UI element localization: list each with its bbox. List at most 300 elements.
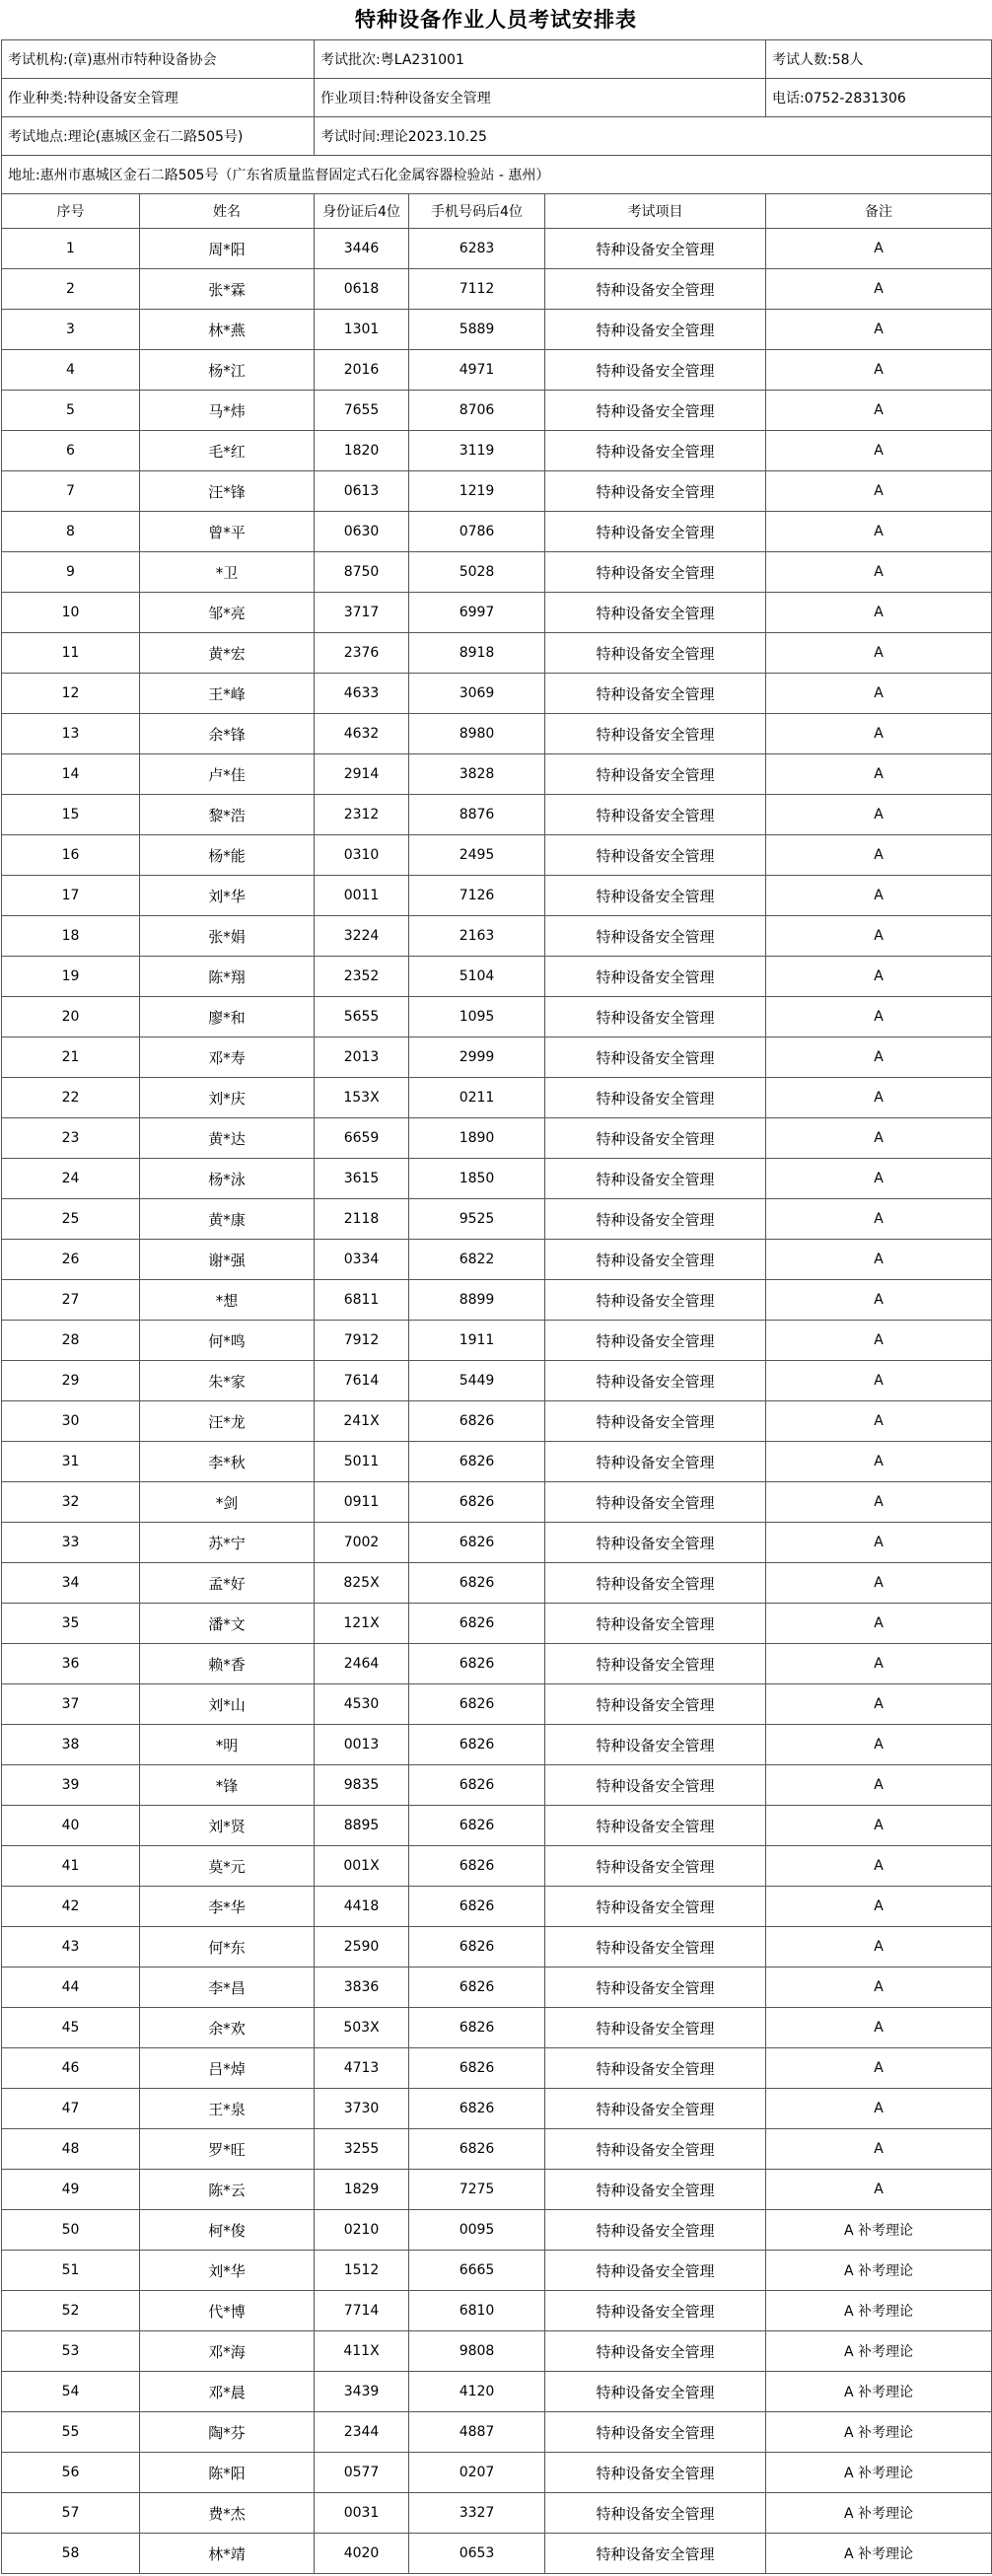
cell-seq: 58 xyxy=(2,2534,140,2574)
cell-phone-last4: 5889 xyxy=(409,310,545,350)
cell-id-last4: 0334 xyxy=(315,1240,409,1280)
cell-remark: A xyxy=(766,795,992,835)
cell-exam-item: 特种设备安全管理 xyxy=(545,1846,766,1887)
cell-remark: A xyxy=(766,674,992,714)
cell-id-last4: 5655 xyxy=(315,997,409,1038)
cell-exam-item: 特种设备安全管理 xyxy=(545,1927,766,1968)
cell-id-last4: 0911 xyxy=(315,1482,409,1523)
cell-exam-item: 特种设备安全管理 xyxy=(545,795,766,835)
cell-phone-last4: 0207 xyxy=(409,2453,545,2493)
cell-phone-last4: 4971 xyxy=(409,350,545,391)
cell-remark: A xyxy=(766,1442,992,1482)
cell-name: 谢*强 xyxy=(140,1240,315,1280)
cell-seq: 2 xyxy=(2,269,140,310)
cell-id-last4: 0031 xyxy=(315,2493,409,2534)
cell-id-last4: 241X xyxy=(315,1401,409,1442)
cell-seq: 9 xyxy=(2,552,140,593)
cell-id-last4: 5011 xyxy=(315,1442,409,1482)
cell-id-last4: 0577 xyxy=(315,2453,409,2493)
cell-exam-item: 特种设备安全管理 xyxy=(545,835,766,876)
cell-phone-last4: 3828 xyxy=(409,754,545,795)
cell-seq: 14 xyxy=(2,754,140,795)
cell-seq: 22 xyxy=(2,1078,140,1118)
table-row xyxy=(2,2291,992,2331)
cell-exam-item: 特种设备安全管理 xyxy=(545,1321,766,1361)
cell-phone-last4: 7112 xyxy=(409,269,545,310)
cell-phone-last4: 5104 xyxy=(409,957,545,997)
cell-name: 吕*焯 xyxy=(140,2048,315,2089)
cell-exam-item: 特种设备安全管理 xyxy=(545,916,766,957)
cell-remark: A 补考理论 xyxy=(766,2534,992,2574)
cell-phone-last4: 2999 xyxy=(409,1038,545,1078)
cell-exam-item: 特种设备安全管理 xyxy=(545,1684,766,1725)
cell-phone-last4: 6826 xyxy=(409,1927,545,1968)
cell-remark: A 补考理论 xyxy=(766,2453,992,2493)
table-row xyxy=(2,1118,992,1159)
cell-seq: 18 xyxy=(2,916,140,957)
cell-remark: A xyxy=(766,1159,992,1199)
cell-name: 廖*和 xyxy=(140,997,315,1038)
exam-time: 考试时间:理论2023.10.25 xyxy=(315,117,992,156)
cell-seq: 16 xyxy=(2,835,140,876)
cell-name: 杨*江 xyxy=(140,350,315,391)
cell-id-last4: 001X xyxy=(315,1846,409,1887)
cell-exam-item: 特种设备安全管理 xyxy=(545,593,766,633)
cell-remark: A xyxy=(766,957,992,997)
cell-remark: A xyxy=(766,1806,992,1846)
cell-phone-last4: 8980 xyxy=(409,714,545,754)
cell-seq: 3 xyxy=(2,310,140,350)
cell-phone-last4: 6826 xyxy=(409,2129,545,2170)
cell-id-last4: 1512 xyxy=(315,2251,409,2291)
header-id-last4: 身份证后4位 xyxy=(315,194,409,229)
table-row xyxy=(2,754,992,795)
cell-remark: A xyxy=(766,350,992,391)
info-row-3 xyxy=(2,117,992,156)
table-row xyxy=(2,391,992,431)
cell-exam-item: 特种设备安全管理 xyxy=(545,1442,766,1482)
table-row xyxy=(2,593,992,633)
cell-phone-last4: 6283 xyxy=(409,229,545,269)
cell-exam-item: 特种设备安全管理 xyxy=(545,512,766,552)
cell-remark: A xyxy=(766,2048,992,2089)
cell-name: 黄*康 xyxy=(140,1199,315,1240)
cell-remark: A xyxy=(766,714,992,754)
info-row-2 xyxy=(2,79,992,117)
cell-phone-last4: 0786 xyxy=(409,512,545,552)
table-row xyxy=(2,1361,992,1401)
cell-seq: 30 xyxy=(2,1401,140,1442)
cell-seq: 20 xyxy=(2,997,140,1038)
table-row xyxy=(2,471,992,512)
table-row xyxy=(2,1806,992,1846)
table-row xyxy=(2,674,992,714)
cell-id-last4: 2914 xyxy=(315,754,409,795)
cell-id-last4: 0630 xyxy=(315,512,409,552)
cell-remark: A xyxy=(766,2008,992,2048)
cell-name: *想 xyxy=(140,1280,315,1321)
cell-remark: A xyxy=(766,633,992,674)
cell-exam-item: 特种设备安全管理 xyxy=(545,552,766,593)
cell-id-last4: 7614 xyxy=(315,1361,409,1401)
table-row xyxy=(2,269,992,310)
cell-phone-last4: 1095 xyxy=(409,997,545,1038)
cell-phone-last4: 9808 xyxy=(409,2331,545,2372)
cell-seq: 45 xyxy=(2,2008,140,2048)
cell-seq: 51 xyxy=(2,2251,140,2291)
cell-remark: A 补考理论 xyxy=(766,2291,992,2331)
cell-id-last4: 8895 xyxy=(315,1806,409,1846)
cell-name: 刘*华 xyxy=(140,2251,315,2291)
cell-seq: 56 xyxy=(2,2453,140,2493)
cell-exam-item: 特种设备安全管理 xyxy=(545,714,766,754)
cell-phone-last4: 0211 xyxy=(409,1078,545,1118)
cell-phone-last4: 6826 xyxy=(409,1968,545,2008)
cell-name: *卫 xyxy=(140,552,315,593)
cell-phone-last4: 0653 xyxy=(409,2534,545,2574)
cell-name: 陈*云 xyxy=(140,2170,315,2210)
cell-exam-item: 特种设备安全管理 xyxy=(545,269,766,310)
cell-id-last4: 0210 xyxy=(315,2210,409,2251)
table-row xyxy=(2,310,992,350)
cell-id-last4: 7714 xyxy=(315,2291,409,2331)
cell-exam-item: 特种设备安全管理 xyxy=(545,2089,766,2129)
cell-id-last4: 3446 xyxy=(315,229,409,269)
cell-seq: 48 xyxy=(2,2129,140,2170)
cell-remark: A xyxy=(766,593,992,633)
info-row-4 xyxy=(2,156,992,194)
cell-name: 余*欢 xyxy=(140,2008,315,2048)
cell-seq: 26 xyxy=(2,1240,140,1280)
cell-name: 潘*文 xyxy=(140,1604,315,1644)
cell-id-last4: 7912 xyxy=(315,1321,409,1361)
cell-id-last4: 121X xyxy=(315,1604,409,1644)
cell-phone-last4: 6826 xyxy=(409,1604,545,1644)
cell-remark: A xyxy=(766,2170,992,2210)
cell-phone-last4: 8706 xyxy=(409,391,545,431)
table-row xyxy=(2,2251,992,2291)
cell-id-last4: 3730 xyxy=(315,2089,409,2129)
cell-remark: A xyxy=(766,2089,992,2129)
table-row xyxy=(2,835,992,876)
cell-seq: 8 xyxy=(2,512,140,552)
cell-seq: 27 xyxy=(2,1280,140,1321)
cell-id-last4: 4530 xyxy=(315,1684,409,1725)
cell-phone-last4: 6826 xyxy=(409,1482,545,1523)
cell-exam-item: 特种设备安全管理 xyxy=(545,2251,766,2291)
cell-remark: A xyxy=(766,512,992,552)
cell-phone-last4: 6826 xyxy=(409,1765,545,1806)
cell-name: 王*泉 xyxy=(140,2089,315,2129)
cell-seq: 40 xyxy=(2,1806,140,1846)
table-row xyxy=(2,1968,992,2008)
cell-seq: 43 xyxy=(2,1927,140,1968)
cell-remark: A xyxy=(766,269,992,310)
exam-batch: 考试批次:粤LA231001 xyxy=(315,40,766,79)
cell-phone-last4: 6826 xyxy=(409,2048,545,2089)
table-row xyxy=(2,2008,992,2048)
cell-exam-item: 特种设备安全管理 xyxy=(545,1240,766,1280)
cell-exam-item: 特种设备安全管理 xyxy=(545,2412,766,2453)
cell-id-last4: 503X xyxy=(315,2008,409,2048)
cell-id-last4: 411X xyxy=(315,2331,409,2372)
cell-seq: 38 xyxy=(2,1725,140,1765)
cell-name: 陈*阳 xyxy=(140,2453,315,2493)
cell-name: 费*杰 xyxy=(140,2493,315,2534)
cell-phone-last4: 8876 xyxy=(409,795,545,835)
cell-name: 朱*家 xyxy=(140,1361,315,1401)
cell-phone-last4: 9525 xyxy=(409,1199,545,1240)
cell-seq: 5 xyxy=(2,391,140,431)
cell-seq: 1 xyxy=(2,229,140,269)
cell-name: 汪*龙 xyxy=(140,1401,315,1442)
cell-name: 刘*庆 xyxy=(140,1078,315,1118)
cell-exam-item: 特种设备安全管理 xyxy=(545,997,766,1038)
cell-phone-last4: 6826 xyxy=(409,1684,545,1725)
cell-seq: 12 xyxy=(2,674,140,714)
cell-id-last4: 0310 xyxy=(315,835,409,876)
cell-seq: 39 xyxy=(2,1765,140,1806)
cell-exam-item: 特种设备安全管理 xyxy=(545,1725,766,1765)
cell-remark: A 补考理论 xyxy=(766,2412,992,2453)
cell-phone-last4: 6826 xyxy=(409,2089,545,2129)
cell-remark: A xyxy=(766,754,992,795)
cell-name: 陶*芬 xyxy=(140,2412,315,2453)
cell-name: 林*燕 xyxy=(140,310,315,350)
cell-exam-item: 特种设备安全管理 xyxy=(545,2493,766,2534)
cell-remark: A xyxy=(766,310,992,350)
cell-id-last4: 1829 xyxy=(315,2170,409,2210)
work-project: 作业项目:特种设备安全管理 xyxy=(315,79,766,117)
info-row-1 xyxy=(2,40,992,79)
cell-name: 张*霖 xyxy=(140,269,315,310)
cell-exam-item: 特种设备安全管理 xyxy=(545,1078,766,1118)
cell-exam-item: 特种设备安全管理 xyxy=(545,350,766,391)
cell-name: *剑 xyxy=(140,1482,315,1523)
cell-id-last4: 3255 xyxy=(315,2129,409,2170)
table-row xyxy=(2,1280,992,1321)
cell-name: 王*峰 xyxy=(140,674,315,714)
cell-phone-last4: 3069 xyxy=(409,674,545,714)
cell-name: 陈*翔 xyxy=(140,957,315,997)
exam-count: 考试人数:58人 xyxy=(766,40,992,79)
cell-seq: 7 xyxy=(2,471,140,512)
table-row xyxy=(2,957,992,997)
cell-remark: A 补考理论 xyxy=(766,2493,992,2534)
cell-id-last4: 8750 xyxy=(315,552,409,593)
cell-exam-item: 特种设备安全管理 xyxy=(545,1563,766,1604)
cell-seq: 24 xyxy=(2,1159,140,1199)
cell-exam-item: 特种设备安全管理 xyxy=(545,633,766,674)
table-row xyxy=(2,1765,992,1806)
cell-seq: 28 xyxy=(2,1321,140,1361)
cell-phone-last4: 5028 xyxy=(409,552,545,593)
cell-exam-item: 特种设备安全管理 xyxy=(545,431,766,471)
cell-seq: 23 xyxy=(2,1118,140,1159)
cell-seq: 41 xyxy=(2,1846,140,1887)
cell-exam-item: 特种设备安全管理 xyxy=(545,2331,766,2372)
cell-seq: 50 xyxy=(2,2210,140,2251)
cell-phone-last4: 4120 xyxy=(409,2372,545,2412)
cell-remark: A xyxy=(766,1644,992,1684)
cell-remark: A xyxy=(766,1604,992,1644)
cell-remark: A xyxy=(766,2129,992,2170)
cell-seq: 44 xyxy=(2,1968,140,2008)
cell-seq: 32 xyxy=(2,1482,140,1523)
cell-exam-item: 特种设备安全管理 xyxy=(545,1199,766,1240)
exam-address: 地址:惠州市惠城区金石二路505号（广东省质量监督固定式石化金属容器检验站 - 惠州） xyxy=(2,156,992,194)
header-phone-last4: 手机号码后4位 xyxy=(409,194,545,229)
cell-phone-last4: 6826 xyxy=(409,1644,545,1684)
cell-seq: 29 xyxy=(2,1361,140,1401)
cell-id-last4: 2376 xyxy=(315,633,409,674)
table-row xyxy=(2,1927,992,1968)
cell-seq: 47 xyxy=(2,2089,140,2129)
cell-phone-last4: 2163 xyxy=(409,916,545,957)
cell-name: 杨*能 xyxy=(140,835,315,876)
cell-remark: A 补考理论 xyxy=(766,2331,992,2372)
cell-exam-item: 特种设备安全管理 xyxy=(545,2210,766,2251)
cell-phone-last4: 0095 xyxy=(409,2210,545,2251)
cell-id-last4: 2016 xyxy=(315,350,409,391)
cell-exam-item: 特种设备安全管理 xyxy=(545,1361,766,1401)
cell-phone-last4: 6665 xyxy=(409,2251,545,2291)
cell-name: 赖*香 xyxy=(140,1644,315,1684)
cell-seq: 35 xyxy=(2,1604,140,1644)
table-row xyxy=(2,1563,992,1604)
cell-id-last4: 2464 xyxy=(315,1644,409,1684)
cell-id-last4: 2013 xyxy=(315,1038,409,1078)
cell-remark: A xyxy=(766,835,992,876)
cell-name: 张*娟 xyxy=(140,916,315,957)
table-row xyxy=(2,2412,992,2453)
cell-phone-last4: 1219 xyxy=(409,471,545,512)
table-row xyxy=(2,2453,992,2493)
cell-exam-item: 特种设备安全管理 xyxy=(545,2170,766,2210)
cell-exam-item: 特种设备安全管理 xyxy=(545,1887,766,1927)
cell-name: 何*东 xyxy=(140,1927,315,1968)
cell-exam-item: 特种设备安全管理 xyxy=(545,1644,766,1684)
cell-id-last4: 6659 xyxy=(315,1118,409,1159)
cell-phone-last4: 1911 xyxy=(409,1321,545,1361)
table-row xyxy=(2,1321,992,1361)
cell-name: 李*昌 xyxy=(140,1968,315,2008)
table-row xyxy=(2,1604,992,1644)
cell-remark: A 补考理论 xyxy=(766,2210,992,2251)
work-category: 作业种类:特种设备安全管理 xyxy=(2,79,315,117)
cell-remark: A xyxy=(766,1199,992,1240)
cell-exam-item: 特种设备安全管理 xyxy=(545,1401,766,1442)
cell-remark: A xyxy=(766,876,992,916)
table-row xyxy=(2,2170,992,2210)
cell-exam-item: 特种设备安全管理 xyxy=(545,1118,766,1159)
cell-remark: A xyxy=(766,1887,992,1927)
cell-id-last4: 7655 xyxy=(315,391,409,431)
cell-seq: 54 xyxy=(2,2372,140,2412)
header-exam-item: 考试项目 xyxy=(545,194,766,229)
cell-seq: 37 xyxy=(2,1684,140,1725)
cell-remark: A xyxy=(766,1927,992,1968)
cell-id-last4: 4418 xyxy=(315,1887,409,1927)
cell-phone-last4: 6826 xyxy=(409,2008,545,2048)
cell-phone-last4: 6997 xyxy=(409,593,545,633)
cell-id-last4: 2352 xyxy=(315,957,409,997)
cell-remark: A xyxy=(766,431,992,471)
table-row xyxy=(2,633,992,674)
cell-seq: 42 xyxy=(2,1887,140,1927)
cell-remark: A 补考理论 xyxy=(766,2372,992,2412)
cell-exam-item: 特种设备安全管理 xyxy=(545,754,766,795)
cell-id-last4: 4632 xyxy=(315,714,409,754)
cell-name: 邹*亮 xyxy=(140,593,315,633)
cell-name: 杨*泳 xyxy=(140,1159,315,1199)
cell-name: 苏*宁 xyxy=(140,1523,315,1563)
cell-exam-item: 特种设备安全管理 xyxy=(545,1765,766,1806)
cell-seq: 34 xyxy=(2,1563,140,1604)
cell-exam-item: 特种设备安全管理 xyxy=(545,1280,766,1321)
cell-exam-item: 特种设备安全管理 xyxy=(545,2291,766,2331)
cell-phone-last4: 6826 xyxy=(409,1401,545,1442)
cell-phone-last4: 6826 xyxy=(409,1806,545,1846)
cell-id-last4: 4713 xyxy=(315,2048,409,2089)
cell-name: 刘*贤 xyxy=(140,1806,315,1846)
cell-exam-item: 特种设备安全管理 xyxy=(545,2453,766,2493)
cell-name: 邓*海 xyxy=(140,2331,315,2372)
cell-phone-last4: 1850 xyxy=(409,1159,545,1199)
cell-name: 孟*好 xyxy=(140,1563,315,1604)
cell-name: *明 xyxy=(140,1725,315,1765)
cell-name: 邓*寿 xyxy=(140,1038,315,1078)
cell-exam-item: 特种设备安全管理 xyxy=(545,2534,766,2574)
cell-remark: A xyxy=(766,1240,992,1280)
cell-remark: A xyxy=(766,552,992,593)
table-row xyxy=(2,1401,992,1442)
cell-phone-last4: 6826 xyxy=(409,1887,545,1927)
cell-remark: A xyxy=(766,997,992,1038)
table-row xyxy=(2,2534,992,2574)
table-row xyxy=(2,2129,992,2170)
cell-id-last4: 3717 xyxy=(315,593,409,633)
cell-name: *锋 xyxy=(140,1765,315,1806)
cell-id-last4: 0011 xyxy=(315,876,409,916)
cell-id-last4: 2344 xyxy=(315,2412,409,2453)
cell-name: 邓*晨 xyxy=(140,2372,315,2412)
table-row xyxy=(2,1887,992,1927)
cell-seq: 21 xyxy=(2,1038,140,1078)
cell-remark: A xyxy=(766,1280,992,1321)
cell-name: 刘*山 xyxy=(140,1684,315,1725)
cell-id-last4: 2118 xyxy=(315,1199,409,1240)
cell-phone-last4: 6826 xyxy=(409,1563,545,1604)
cell-name: 周*阳 xyxy=(140,229,315,269)
table-row xyxy=(2,2210,992,2251)
table-row xyxy=(2,1482,992,1523)
cell-remark: A xyxy=(766,1846,992,1887)
cell-remark: A xyxy=(766,1038,992,1078)
table-row xyxy=(2,2089,992,2129)
cell-seq: 46 xyxy=(2,2048,140,2089)
cell-phone-last4: 1890 xyxy=(409,1118,545,1159)
cell-remark: A xyxy=(766,1725,992,1765)
cell-seq: 15 xyxy=(2,795,140,835)
cell-name: 曾*平 xyxy=(140,512,315,552)
cell-id-last4: 0013 xyxy=(315,1725,409,1765)
cell-name: 黎*浩 xyxy=(140,795,315,835)
table-row xyxy=(2,1684,992,1725)
exam-org: 考试机构:(章)惠州市特种设备协会 xyxy=(2,40,315,79)
cell-exam-item: 特种设备安全管理 xyxy=(545,674,766,714)
cell-remark: A 补考理论 xyxy=(766,2251,992,2291)
